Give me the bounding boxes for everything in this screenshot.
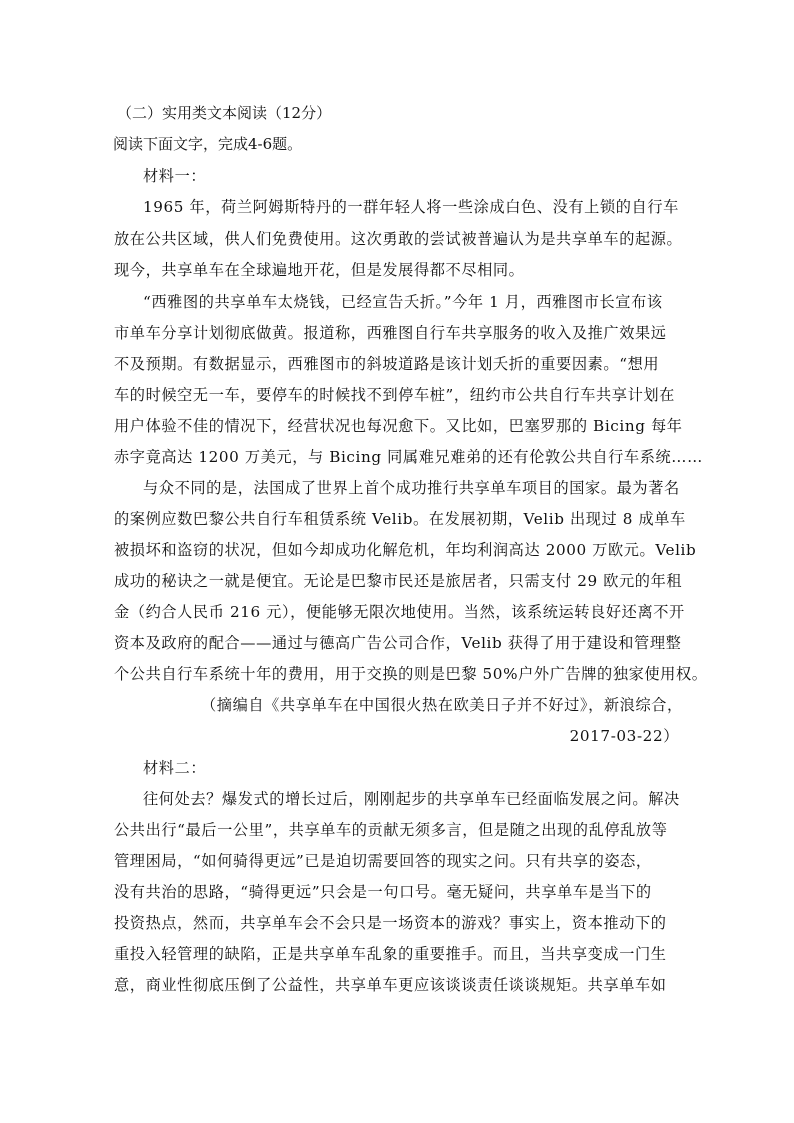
- material-1-line: 车的时候空无一车，要停车的时候找不到停车桩”，纽约市公共自行车共享计划在: [114, 386, 675, 404]
- material-1-line: 的案例应数巴黎公共自行车租赁系统 Velib。在发展初期，Velib 出现过 8 成单车: [114, 510, 686, 528]
- material-1-line: 现今，共享单车在全球遍地开花，但是发展得都不尽相同。: [114, 261, 525, 279]
- material-2-line: 往何处去？爆发式的增长过后，刚刚起步的共享单车已经面临发展之问。解决: [143, 790, 680, 808]
- material-2-line: 管理困局，“如何骑得更远”已是迫切需要回答的现实之问。只有共享的姿态，: [114, 852, 652, 870]
- material-1-line: 资本及政府的配合——通过与德高广告公司合作，Velib 获得了用于建设和管理整: [114, 634, 682, 652]
- material-1-line: 1965 年，荷兰阿姆斯特丹的一群年轻人将一些涂成白色、没有上锁的自行车: [143, 198, 679, 216]
- material-1-line: “西雅图的共享单车太烧钱，已经宣告夭折。”今年 1 月，西雅图市长宣布该: [143, 293, 663, 311]
- material-1-line: 市单车分享计划彻底做黄。报道称，西雅图自行车共享服务的收入及推广效果远: [114, 324, 667, 342]
- material-2-line: 重投入轻管理的缺陷，正是共享单车乱象的重要推手。而且，当共享变成一门生: [114, 945, 667, 963]
- material-2-line: 没有共治的思路，“骑得更远”只会是一句口号。毫无疑问，共享单车是当下的: [114, 883, 652, 901]
- material-2-line: 公共出行“最后一公里”，共享单车的贡献无须多言，但是随之出现的乱停乱放等: [114, 821, 668, 839]
- material-2-line: 意，商业性彻底压倒了公益性，共享单车更应该谈谈责任谈谈规矩。共享单车如: [114, 976, 667, 994]
- material-2-line: 投资热点，然而，共享单车会不会只是一场资本的游戏？事实上，资本推动下的: [114, 914, 667, 932]
- material-1-line: 不及预期。有数据显示，西雅图市的斜坡道路是该计划夭折的重要因素。“想用: [114, 355, 660, 373]
- material-1-line: 与众不同的是，法国成了世界上首个成功推行共享单车项目的国家。最为著名: [143, 479, 680, 497]
- material-1-line: 个公共自行车系统十年的费用，用于交换的则是巴黎 50%户外广告牌的独家使用权。: [114, 665, 708, 683]
- material-1-source: （摘编自《共享单车在中国很火热在欧美日子并不好过》，新浪综合，: [201, 696, 683, 714]
- material-1-line: 赤字竟高达 1200 万美元，与 Bicing 同属难兄难弟的还有伦敦公共自行车系统……: [114, 448, 703, 466]
- material-1-label: 材料一：: [143, 167, 207, 185]
- section-heading: （二）实用类文本阅读（12分）: [117, 104, 332, 122]
- material-1-line: 用户体验不佳的情况下，经营状况也每况愈下。又比如，巴塞罗那的 Bicing 每年: [114, 417, 683, 435]
- material-2-label: 材料二：: [143, 759, 207, 777]
- material-1-line: 被损坏和盗窃的状况，但如今却成功化解危机，年均利润高达 2000 万欧元。Velib: [114, 541, 697, 559]
- material-1-line: 成功的秘诀之一就是便宜。无论是巴黎市民还是旅居者，只需支付 29 欧元的年租: [114, 572, 683, 590]
- material-1-line: 放在公共区域，供人们免费使用。这次勇敢的尝试被普遍认为是共享单车的起源。: [114, 230, 683, 248]
- instruction-text: 阅读下面文字，完成4-6题。: [113, 135, 303, 153]
- material-1-line: 金（约合人民币 216 元），便能够无限次地使用。当然，该系统运转良好还离不开: [114, 603, 685, 621]
- material-1-source-date: 2017-03-22）: [569, 727, 679, 745]
